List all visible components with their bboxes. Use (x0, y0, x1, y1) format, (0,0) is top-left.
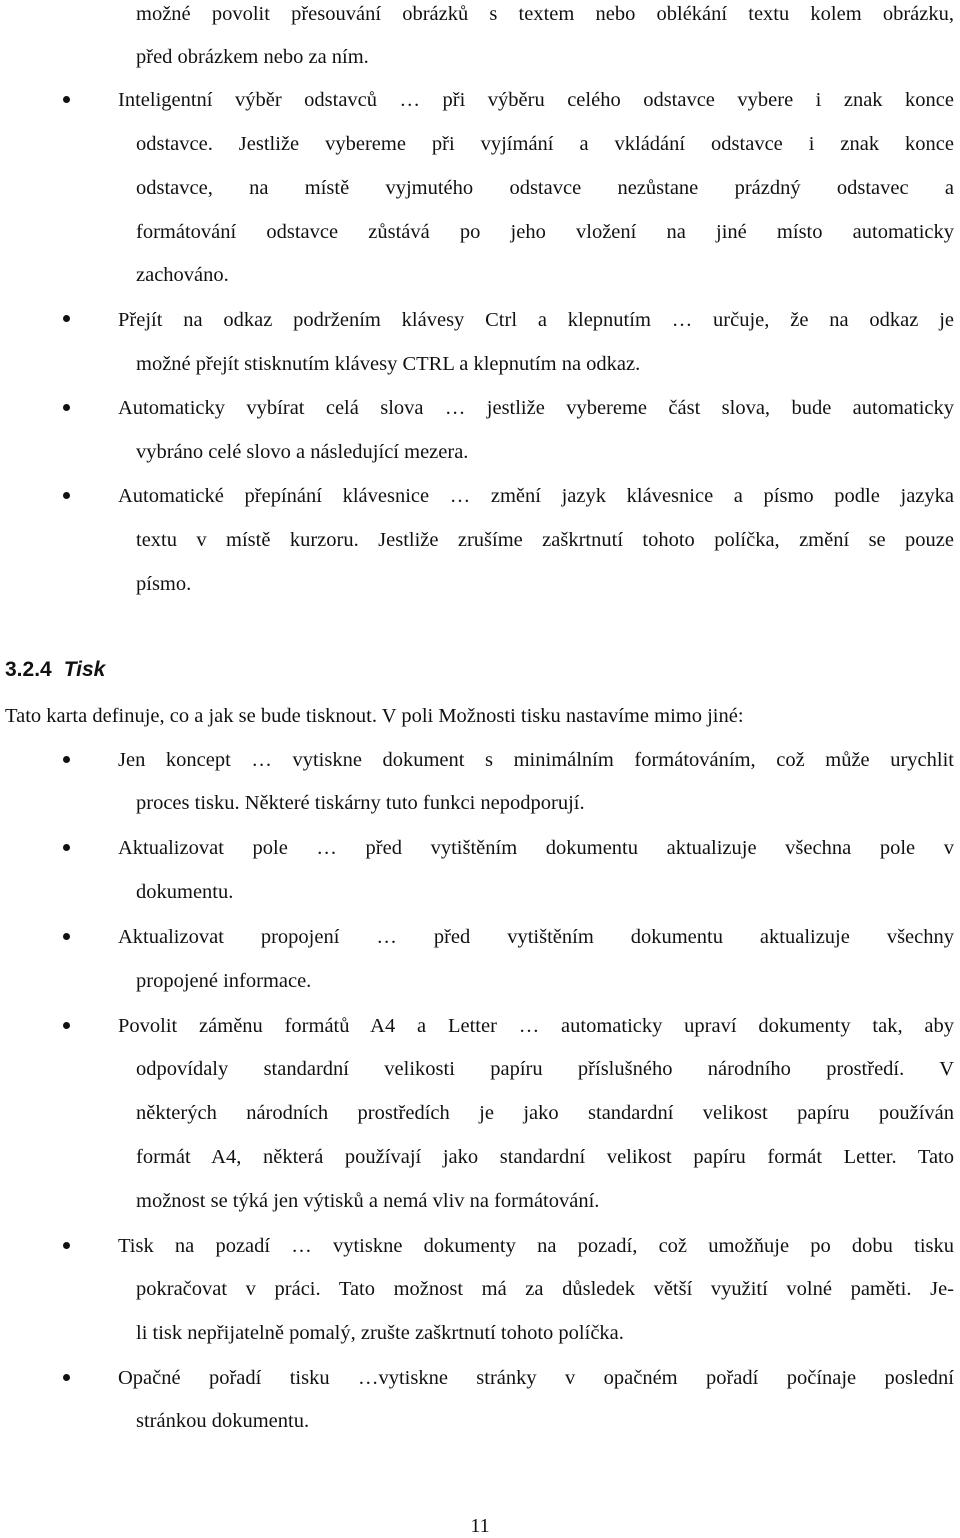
list-item-line: Aktualizovat pole … před vytištěním dokumentu aktualizuje všechna pole v (118, 837, 954, 859)
section-number: 3.2.4 (5, 658, 52, 681)
list-item-line: Opačné pořadí tisku …vytiskne stránky v opačném pořadí počínaje poslední (118, 1367, 954, 1389)
list-item-line: Automatické přepínání klávesnice … změní jazyk klávesnice a písmo podle jazyka (118, 485, 954, 507)
list-item-line: pokračovat v práci. Tato možnost má za důsledek větší využití volné paměti. Je- (136, 1278, 954, 1300)
list-item-line: odstavce, na místě vyjmutého odstavce nezůstane prázdný odstavec a (136, 177, 954, 199)
section-intro: Tato karta definuje, co a jak se bude tisknout. V poli Možnosti tisku nastavíme mimo jiné: (5, 705, 744, 727)
list-item-line: formát A4, některá používají jako standardní velikost papíru formát Letter. Tato (136, 1146, 954, 1168)
list-item-line: Automaticky vybírat celá slova … jestliže vybereme část slova, bude automaticky (118, 397, 954, 419)
list-item-line: možné přejít stisknutím klávesy CTRL a klepnutím na odkaz. (136, 353, 641, 375)
list-item-line: Jen koncept … vytiskne dokument s minimálním formátováním, což může urychlit (118, 749, 954, 771)
paragraph-line: možné povolit přesouvání obrázků s textem nebo oblékání textu kolem obrázku, (136, 3, 954, 25)
page-number: 11 (470, 1515, 490, 1537)
bullet-icon (63, 1374, 70, 1381)
list-item-line: Aktualizovat propojení … před vytištěním dokumentu aktualizuje všechny (118, 926, 954, 948)
bullet-icon (63, 404, 70, 411)
paragraph-line: před obrázkem nebo za ním. (136, 46, 369, 68)
bullet-icon (63, 933, 70, 940)
list-item-line: Tisk na pozadí … vytiskne dokumenty na pozadí, což umožňuje po dobu tisku (118, 1235, 954, 1257)
section-title: Tisk (63, 658, 106, 681)
bullet-icon (63, 844, 70, 851)
bullet-icon (63, 756, 70, 763)
list-item-line: dokumentu. (136, 881, 234, 903)
bullet-icon (63, 492, 70, 499)
list-item-line: Přejít na odkaz podržením klávesy Ctrl a klepnutím … určuje, že na odkaz je (118, 309, 954, 331)
bullet-icon (63, 1022, 70, 1029)
list-item-line: odpovídaly standardní velikosti papíru příslušného národního prostředí. V (136, 1058, 954, 1080)
list-item-line: zachováno. (136, 264, 229, 286)
list-item-line: proces tisku. Některé tiskárny tuto funkci nepodporují. (136, 792, 585, 814)
section-heading (5, 657, 105, 683)
list-item-line: možnost se týká jen výtisků a nemá vliv na formátování. (136, 1190, 600, 1212)
list-item-line: Inteligentní výběr odstavců … při výběru celého odstavce vybere i znak konce (118, 89, 954, 111)
list-item-line: li tisk nepřijatelně pomalý, zrušte zaškrtnutí tohoto políčka. (136, 1322, 624, 1344)
list-item-line: některých národních prostředích je jako standardní velikost papíru používán (136, 1102, 954, 1124)
bullet-icon (63, 1242, 70, 1249)
bullet-icon (63, 96, 70, 103)
list-item-line: vybráno celé slovo a následující mezera. (136, 441, 469, 463)
list-item-line: propojené informace. (136, 970, 312, 992)
list-item-line: stránkou dokumentu. (136, 1410, 310, 1432)
list-item-line: odstavce. Jestliže vybereme při vyjímání a vkládání odstavce i znak konce (136, 133, 954, 155)
list-item-line: formátování odstavce zůstává po jeho vložení na jiné místo automaticky (136, 221, 954, 243)
list-item-line: Povolit záměnu formátů A4 a Letter … automaticky upraví dokumenty tak, aby (118, 1015, 954, 1037)
list-item-line: písmo. (136, 573, 192, 595)
list-item-line: textu v místě kurzoru. Jestliže zrušíme zaškrtnutí tohoto políčka, změní se pouze (136, 529, 954, 551)
bullet-icon (63, 315, 70, 322)
